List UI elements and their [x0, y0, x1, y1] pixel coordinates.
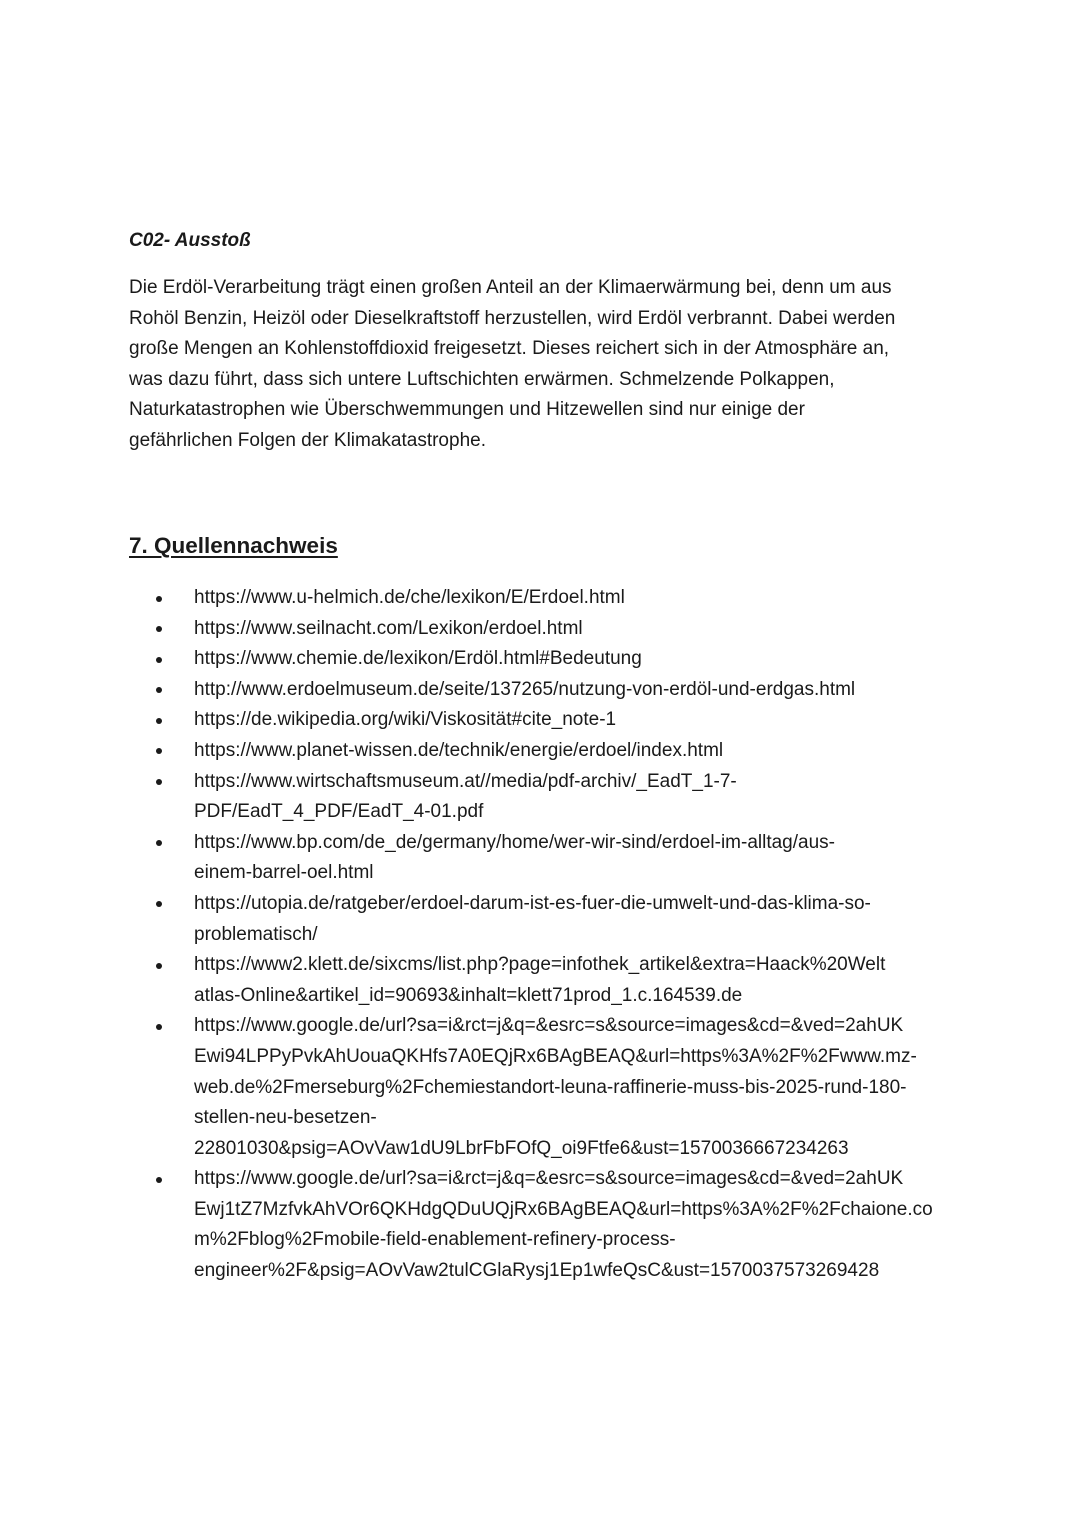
source-url-line: http://www.erdoelmuseum.de/seite/137265/nutzung-von-erdöl-und-erdgas.html — [194, 678, 856, 700]
bullet-icon — [156, 687, 162, 693]
source-url-line: Ewi94LPPyPvkAhUouaQKHfs7A0EQjRx6BAgBEAQ&url=https%3A%2F%2Fwww.mz- — [194, 1045, 917, 1067]
co2-paragraph — [129, 273, 959, 457]
source-url-line: 22801030&psig=AOvVaw1dU9LbrFbFOfQ_oi9Ftfe6&ust=1570036667234263 — [194, 1137, 849, 1159]
source-url-line: https://www.google.de/url?sa=i&rct=j&q=&esrc=s&source=images&cd=&ved=2ahUK — [194, 1015, 904, 1037]
bullet-icon — [156, 779, 162, 785]
source-item — [0, 614, 1080, 645]
source-item — [0, 705, 1080, 736]
source-url-line: web.de%2Fmerseburg%2Fchemiestandort-leuna-raffinerie-muss-bis-2025-rund-180- — [194, 1076, 907, 1098]
paragraph-line: gefährlichen Folgen der Klimakatastrophe. — [129, 429, 486, 451]
source-url-line: einem-barrel-oel.html — [194, 862, 374, 884]
paragraph-line: was dazu führt, dass sich untere Luftschichten erwärmen. Schmelzende Polkappen, — [129, 368, 835, 390]
source-item — [0, 736, 1080, 767]
sources-list — [0, 583, 1080, 1287]
source-item — [0, 644, 1080, 675]
source-url-line: https://www.wirtschaftsmuseum.at//media/pdf-archiv/_EadT_1-7- — [194, 770, 737, 792]
source-item — [0, 767, 1080, 828]
source-url-line: https://utopia.de/ratgeber/erdoel-darum-ist-es-fuer-die-umwelt-und-das-klima-so- — [194, 892, 871, 914]
source-url-line: https://www.planet-wissen.de/technik/energie/erdoel/index.html — [194, 739, 724, 761]
paragraph-line: Rohöl Benzin, Heizöl oder Dieselkraftstoff herzustellen, wird Erdöl verbrannt. Dabei werden — [129, 307, 896, 329]
bullet-icon — [156, 657, 162, 663]
source-url-line: Ewj1tZ7MzfvkAhVOr6QKHdgQDuUQjRx6BAgBEAQ&url=https%3A%2F%2Fchaione.co — [194, 1198, 933, 1220]
bullet-icon — [156, 596, 162, 602]
source-url-line: PDF/EadT_4_PDF/EadT_4-01.pdf — [194, 801, 484, 823]
source-url-line: https://www.seilnacht.com/Lexikon/erdoel.html — [194, 617, 583, 639]
source-item — [0, 583, 1080, 614]
source-item — [0, 889, 1080, 950]
bullet-icon — [156, 626, 162, 632]
section-heading-co2: C02- Ausstoß — [129, 230, 251, 251]
bullet-icon — [156, 718, 162, 724]
paragraph-line: Die Erdöl-Verarbeitung trägt einen großen Anteil an der Klimaerwärmung bei, denn um aus — [129, 277, 892, 298]
source-url-line: https://www.u-helmich.de/che/lexikon/E/Erdoel.html — [194, 587, 625, 608]
bullet-icon — [156, 963, 162, 969]
source-url-line: https://www.chemie.de/lexikon/Erdöl.html#Bedeutung — [194, 648, 642, 670]
bullet-icon — [156, 1177, 162, 1183]
source-url-line: stellen-neu-besetzen- — [194, 1107, 377, 1129]
source-url-line: engineer%2F&psig=AOvVaw2tulCGlaRysj1Ep1wfeQsC&ust=1570037573269428 — [194, 1260, 880, 1282]
source-url-line: https://www.google.de/url?sa=i&rct=j&q=&esrc=s&source=images&cd=&ved=2ahUK — [194, 1168, 904, 1190]
source-url-line: https://de.wikipedia.org/wiki/Viskosität#cite_note-1 — [194, 709, 617, 731]
bullet-icon — [156, 901, 162, 907]
paragraph-line: große Mengen an Kohlenstoffdioxid freigesetzt. Dieses reichert sich in der Atmosphäre an, — [129, 338, 890, 360]
source-url-line: m%2Fblog%2Fmobile-field-enablement-refinery-process- — [194, 1229, 676, 1251]
source-url-line: atlas-Online&artikel_id=90693&inhalt=klett71prod_1.c.164539.de — [194, 984, 743, 1006]
source-url-line: https://www2.klett.de/sixcms/list.php?page=infothek_artikel&extra=Haack%20Welt — [194, 954, 886, 976]
source-item — [0, 675, 1080, 706]
source-url-line: https://www.bp.com/de_de/germany/home/wer-wir-sind/erdoel-im-alltag/aus- — [194, 831, 835, 853]
source-item — [0, 1164, 1080, 1286]
bullet-icon — [156, 1024, 162, 1030]
source-item — [0, 950, 1080, 1011]
source-url-line: problematisch/ — [194, 923, 318, 945]
source-item — [0, 1011, 1080, 1164]
sources-heading: 7. Quellennachweis — [129, 533, 338, 558]
source-item — [0, 828, 1080, 889]
paragraph-line: Naturkatastrophen wie Überschwemmungen und Hitzewellen sind nur einige der — [129, 399, 805, 421]
bullet-icon — [156, 748, 162, 754]
bullet-icon — [156, 840, 162, 846]
